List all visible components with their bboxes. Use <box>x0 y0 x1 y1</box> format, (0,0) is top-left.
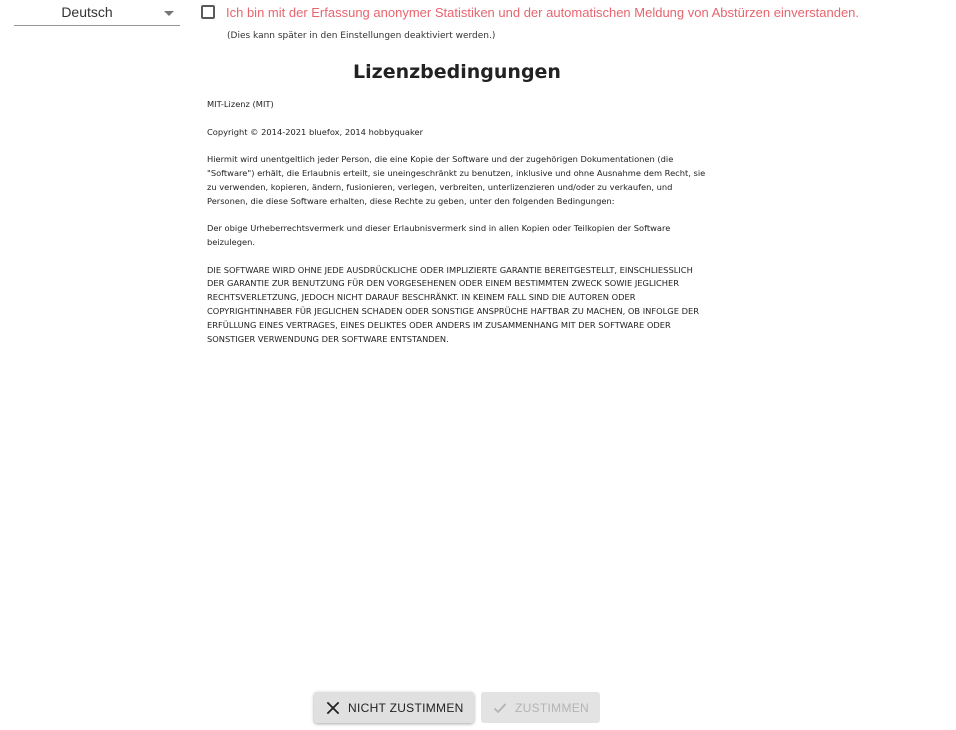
license-text <box>207 98 711 360</box>
statistics-consent-label[interactable]: Ich bin mit der Erfassung anonymer Statistiken und der automatischen Meldung von Abstürzen einverstanden. <box>226 4 860 20</box>
statistics-consent-checkbox[interactable] <box>201 5 215 19</box>
check-icon <box>493 701 507 715</box>
decline-button-label: NICHT ZUSTIMMEN <box>348 700 464 715</box>
license-paragraph: MIT-Lizenz (MIT) <box>207 99 274 109</box>
license-paragraph: DIE SOFTWARE WIRD OHNE JEDE AUSDRÜCKLICHE ODER IMPLIZIERTE GARANTIE BEREITGESTELLT, EINSCHLIESSLICH DER GARANTIE ZUR BENUTZUNG FÜR DEN VORGESEHENEN ODER EINEM BESTIMMTEN ZWECK SOWIE JEGLICHER RECHTSVERLETZUNG, JEDOCH NICHT DARAUF BESCHRÄNKT. IN KEINEM FALL SIND DIE AUTOREN ODER COPYRIGHTINHABER FÜR JEGLICHEN SCHADEN ODER SONSTIGE ANSPRÜCHE HAFTBAR ZU MACHEN, OB INFOLGE DER ERFÜLLUNG EINES VERTRAGES, EINES DELIKTES ODER ANDERS IM ZUSAMMENHANG MIT DER SOFTWARE ODER SONSTIGER VERWENDUNG DER SOFTWARE ENTSTANDEN. <box>207 264 699 344</box>
license-paragraph: Copyright © 2014-2021 bluefox, 2014 hobbyquaker <box>207 126 423 137</box>
statistics-consent <box>201 4 859 20</box>
accept-button[interactable] <box>481 692 600 723</box>
decline-button[interactable] <box>314 692 474 723</box>
statistics-consent-note: (Dies kann später in den Einstellungen deaktiviert werden.) <box>227 31 496 41</box>
license-paragraph: Der obige Urheberrechtsvermerk und dieser Erlaubnisvermerk sind in allen Kopien oder Teilkopien der Software beizulegen. <box>207 223 671 247</box>
language-select-value: Deutsch <box>61 4 113 20</box>
license-paragraph: Hiermit wird unentgeltlich jeder Person, die eine Kopie der Software und der zugehörigen Dokumentationen (die "Software") erhält, die Erlaubnis erteilt, sie uneingeschränkt zu benutzen, inklusive und ohne Ausnahme dem Recht, sie zu verwenden, kopieren, ändern, fusionieren, verlegen, verbreiten, unterlizenzieren und/oder zu verkaufen, und Personen, die diese Software erhalten, diese Rechte zu geben, unter den folgenden Bedingungen: <box>207 154 706 206</box>
license-title: Lizenzbedingungen <box>353 61 561 83</box>
close-icon <box>326 701 340 715</box>
chevron-down-icon <box>164 11 174 16</box>
accept-button-label: ZUSTIMMEN <box>515 700 590 715</box>
language-select[interactable] <box>14 0 180 26</box>
